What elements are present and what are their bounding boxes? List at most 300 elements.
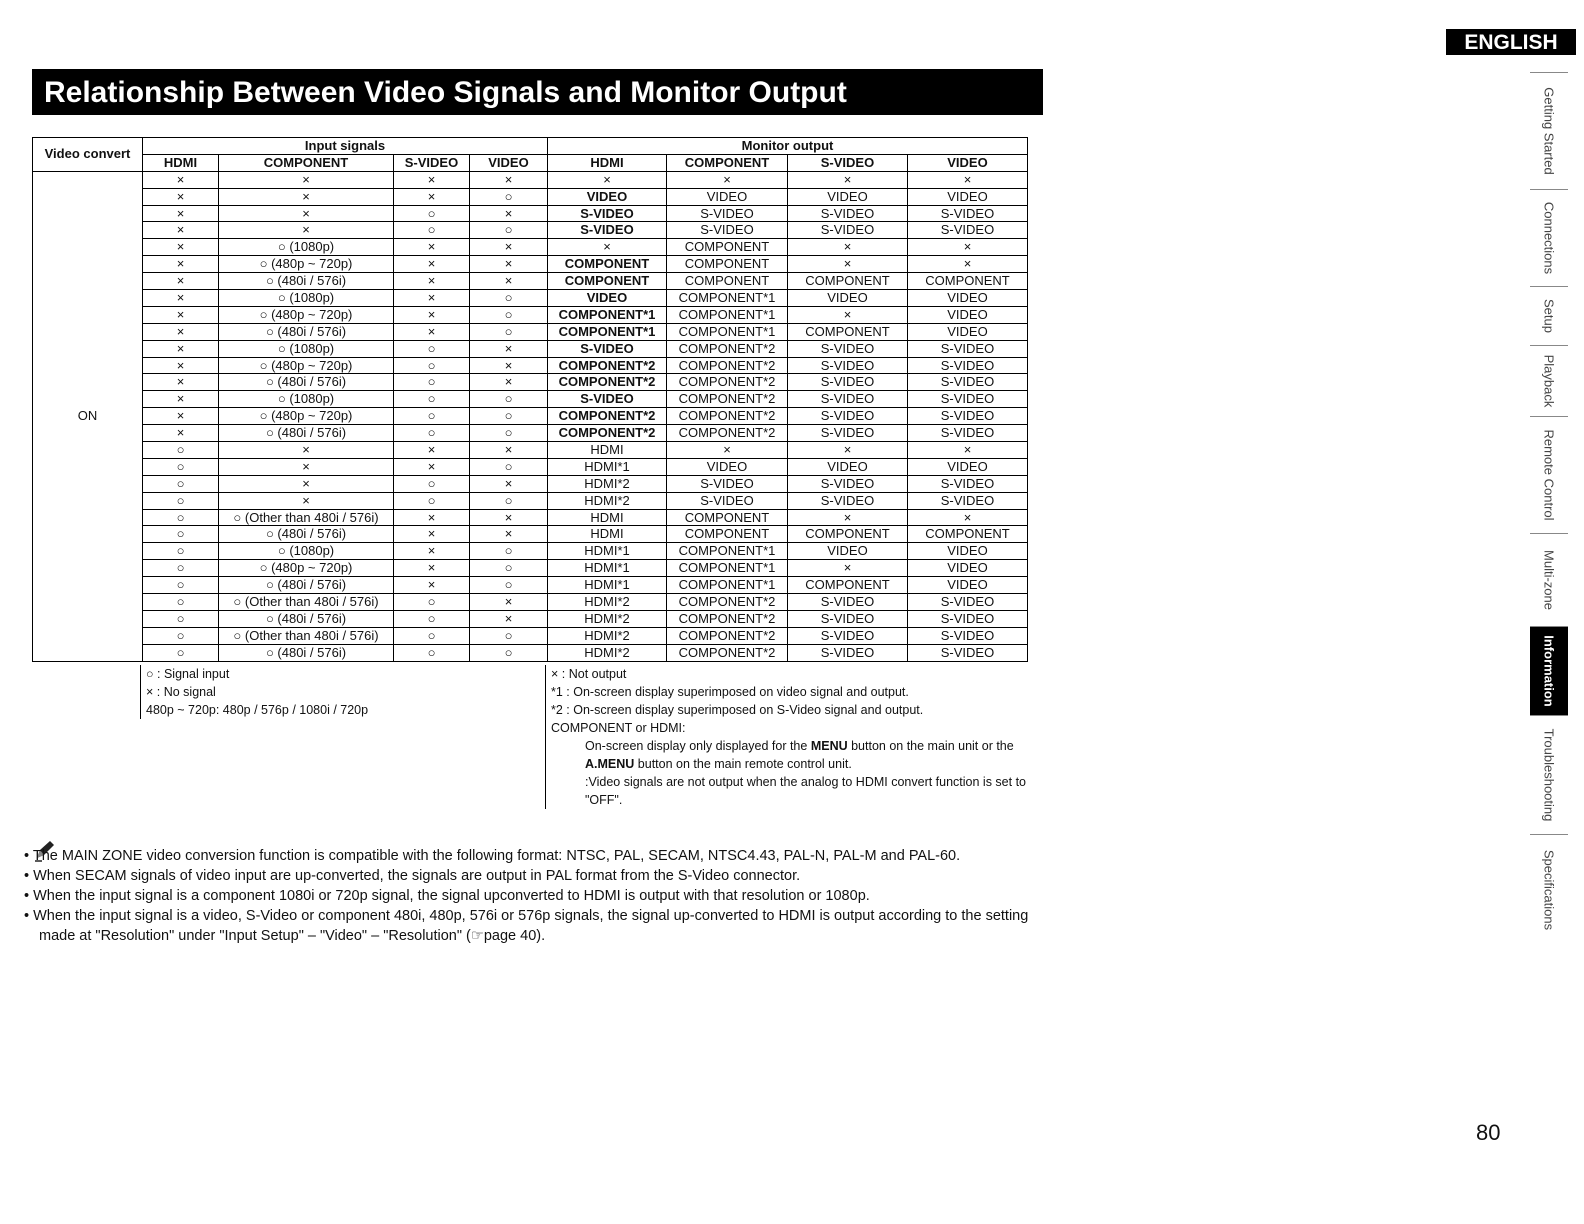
cell-out-component: COMPONENT*2 bbox=[667, 357, 788, 374]
cell-out-hdmi: HDMI*2 bbox=[548, 594, 667, 611]
legend-not-output: × : Not output bbox=[551, 667, 627, 681]
cell-out-component: COMPONENT*1 bbox=[667, 577, 788, 594]
cell-out-svideo: × bbox=[788, 171, 908, 188]
table-row bbox=[33, 340, 1028, 357]
cell-out-component: COMPONENT*1 bbox=[667, 290, 788, 307]
cell-out-svideo: VIDEO bbox=[788, 458, 908, 475]
cell-out-component: COMPONENT bbox=[667, 273, 788, 290]
tab-troubleshooting[interactable]: Troubleshooting bbox=[1530, 715, 1568, 834]
cell-in-video: × bbox=[470, 526, 548, 543]
tab-setup[interactable]: Setup bbox=[1530, 286, 1568, 345]
legend-footnote-2: *2 : On-screen display superimposed on S-Video signal and output. bbox=[551, 703, 924, 717]
cell-out-component: COMPONENT*2 bbox=[667, 644, 788, 661]
cell-out-svideo: COMPONENT bbox=[788, 323, 908, 340]
cell-in-svideo: × bbox=[394, 509, 470, 526]
cell-out-video: S-VIDEO bbox=[908, 391, 1028, 408]
note-item: • When the input signal is a video, S-Video or component 480i, 480p, 576i or 576p signals, the signal up-converted to HDMI is output according to the setting made at "Resolution" under "Input Setup" – "Video" – "Resolution" (☞page 40). bbox=[24, 908, 1029, 944]
cell-in-hdmi: ○ bbox=[143, 644, 219, 661]
cell-in-svideo: × bbox=[394, 171, 470, 188]
cell-in-hdmi: ○ bbox=[143, 627, 219, 644]
cell-in-video: × bbox=[470, 256, 548, 273]
cell-out-hdmi: S-VIDEO bbox=[548, 391, 667, 408]
menu-button-label: MENU bbox=[810, 739, 848, 753]
cell-in-component: ○ (480p ~ 720p) bbox=[219, 408, 394, 425]
cell-in-hdmi: × bbox=[143, 374, 219, 391]
cell-in-component: ○ (1080p) bbox=[219, 239, 394, 256]
cell-in-hdmi: ○ bbox=[143, 577, 219, 594]
cell-in-hdmi: × bbox=[143, 408, 219, 425]
cell-out-hdmi: HDMI bbox=[548, 526, 667, 543]
cell-out-component: COMPONENT*2 bbox=[667, 340, 788, 357]
cell-in-component: × bbox=[219, 492, 394, 509]
cell-in-component: ○ (480p ~ 720p) bbox=[219, 306, 394, 323]
cell-out-component: COMPONENT bbox=[667, 256, 788, 273]
col-header-input-hdmi: HDMI bbox=[143, 154, 219, 171]
cell-in-video: ○ bbox=[470, 290, 548, 307]
cell-out-svideo: × bbox=[788, 509, 908, 526]
cell-out-video: VIDEO bbox=[908, 577, 1028, 594]
cell-out-svideo: COMPONENT bbox=[788, 273, 908, 290]
cell-in-svideo: ○ bbox=[394, 627, 470, 644]
cell-in-svideo: × bbox=[394, 273, 470, 290]
note-item: • When SECAM signals of video input are up-converted, the signals are output in PAL format from the S-Video connector. bbox=[24, 868, 801, 884]
cell-out-component: VIDEO bbox=[667, 458, 788, 475]
note-item: • The MAIN ZONE video conversion function is compatible with the following format: NTSC, PAL, SECAM, NTSC4.43, PAL-N, PAL-M and PAL-60. bbox=[24, 848, 961, 864]
cell-out-video: S-VIDEO bbox=[908, 610, 1028, 627]
cell-out-component: COMPONENT*2 bbox=[667, 627, 788, 644]
table-row bbox=[33, 442, 1028, 459]
cell-in-component: × bbox=[219, 188, 394, 205]
cell-out-video: VIDEO bbox=[908, 458, 1028, 475]
cell-in-hdmi: ○ bbox=[143, 594, 219, 611]
cell-out-video: COMPONENT bbox=[908, 273, 1028, 290]
cell-out-component: S-VIDEO bbox=[667, 475, 788, 492]
tab-remote-control[interactable]: Remote Control bbox=[1530, 416, 1568, 533]
cell-in-video: × bbox=[470, 475, 548, 492]
cell-in-hdmi: × bbox=[143, 357, 219, 374]
cell-out-hdmi: HDMI*1 bbox=[548, 458, 667, 475]
cell-out-component: × bbox=[667, 171, 788, 188]
cell-in-hdmi: × bbox=[143, 425, 219, 442]
table-row bbox=[33, 509, 1028, 526]
language-label: ENGLISH bbox=[1446, 29, 1576, 55]
cell-in-hdmi: × bbox=[143, 205, 219, 222]
cell-in-video: × bbox=[470, 357, 548, 374]
cell-in-svideo: × bbox=[394, 306, 470, 323]
tab-getting-started[interactable]: Getting Started bbox=[1530, 72, 1568, 189]
table-row bbox=[33, 644, 1028, 661]
cell-out-hdmi: COMPONENT*1 bbox=[548, 306, 667, 323]
cell-in-hdmi: ○ bbox=[143, 492, 219, 509]
cell-out-hdmi: HDMI*2 bbox=[548, 475, 667, 492]
cell-in-svideo: × bbox=[394, 458, 470, 475]
cell-out-svideo: S-VIDEO bbox=[788, 222, 908, 239]
legend-right bbox=[545, 665, 1039, 809]
table-row bbox=[33, 222, 1028, 239]
cell-out-svideo: S-VIDEO bbox=[788, 340, 908, 357]
cell-out-hdmi: VIDEO bbox=[548, 290, 667, 307]
cell-out-svideo: COMPONENT bbox=[788, 526, 908, 543]
cell-out-svideo: S-VIDEO bbox=[788, 357, 908, 374]
cell-out-component: COMPONENT*2 bbox=[667, 594, 788, 611]
cell-in-component: ○ (480p ~ 720p) bbox=[219, 256, 394, 273]
cell-in-video: ○ bbox=[470, 306, 548, 323]
cell-out-component: S-VIDEO bbox=[667, 205, 788, 222]
cell-in-hdmi: ○ bbox=[143, 560, 219, 577]
cell-in-component: ○ (Other than 480i / 576i) bbox=[219, 509, 394, 526]
cell-out-video: × bbox=[908, 509, 1028, 526]
cell-out-component: COMPONENT*1 bbox=[667, 543, 788, 560]
monitor-output-header: Monitor output bbox=[548, 138, 1028, 155]
cell-out-hdmi: COMPONENT*2 bbox=[548, 374, 667, 391]
table-row bbox=[33, 205, 1028, 222]
col-header-input-component: COMPONENT bbox=[219, 154, 394, 171]
cell-in-hdmi: × bbox=[143, 306, 219, 323]
cell-out-svideo: VIDEO bbox=[788, 543, 908, 560]
cell-in-video: × bbox=[470, 442, 548, 459]
cell-in-hdmi: × bbox=[143, 188, 219, 205]
cell-out-video: S-VIDEO bbox=[908, 492, 1028, 509]
cell-out-hdmi: COMPONENT bbox=[548, 256, 667, 273]
cell-in-svideo: ○ bbox=[394, 610, 470, 627]
table-row bbox=[33, 475, 1028, 492]
side-tabs bbox=[1530, 72, 1568, 945]
cell-in-component: × bbox=[219, 205, 394, 222]
cell-in-video: × bbox=[470, 509, 548, 526]
cell-out-video: S-VIDEO bbox=[908, 644, 1028, 661]
legend-component-hdmi-heading: COMPONENT or HDMI: bbox=[551, 721, 686, 735]
table-row bbox=[33, 526, 1028, 543]
cell-out-component: S-VIDEO bbox=[667, 492, 788, 509]
cell-out-hdmi: COMPONENT*2 bbox=[548, 425, 667, 442]
table-row bbox=[33, 610, 1028, 627]
cell-in-component: ○ (1080p) bbox=[219, 290, 394, 307]
cell-out-hdmi: VIDEO bbox=[548, 188, 667, 205]
cell-out-hdmi: × bbox=[548, 171, 667, 188]
cell-out-svideo: S-VIDEO bbox=[788, 644, 908, 661]
cell-in-hdmi: ○ bbox=[143, 610, 219, 627]
cell-out-hdmi: COMPONENT*2 bbox=[548, 408, 667, 425]
table-row bbox=[33, 188, 1028, 205]
table-row bbox=[33, 458, 1028, 475]
cell-out-svideo: S-VIDEO bbox=[788, 627, 908, 644]
cell-in-video: ○ bbox=[470, 391, 548, 408]
cell-out-hdmi: S-VIDEO bbox=[548, 205, 667, 222]
cell-in-component: ○ (1080p) bbox=[219, 340, 394, 357]
table-row bbox=[33, 560, 1028, 577]
legend-left bbox=[140, 665, 526, 719]
cell-in-hdmi: ○ bbox=[143, 526, 219, 543]
cell-in-svideo: ○ bbox=[394, 408, 470, 425]
cell-in-svideo: ○ bbox=[394, 644, 470, 661]
cell-in-component: ○ (480i / 576i) bbox=[219, 577, 394, 594]
cell-out-component: × bbox=[667, 442, 788, 459]
cell-out-svideo: S-VIDEO bbox=[788, 492, 908, 509]
cell-in-component: ○ (480i / 576i) bbox=[219, 610, 394, 627]
cell-out-svideo: VIDEO bbox=[788, 290, 908, 307]
cell-in-video: ○ bbox=[470, 408, 548, 425]
col-header-input-video: VIDEO bbox=[470, 154, 548, 171]
cell-in-component: ○ (Other than 480i / 576i) bbox=[219, 594, 394, 611]
cell-in-svideo: ○ bbox=[394, 594, 470, 611]
table-row bbox=[33, 256, 1028, 273]
cell-out-svideo: × bbox=[788, 256, 908, 273]
legend-no-signal: × : No signal bbox=[146, 685, 216, 699]
cell-out-hdmi: HDMI*1 bbox=[548, 543, 667, 560]
cell-out-component: COMPONENT*1 bbox=[667, 306, 788, 323]
cell-out-video: VIDEO bbox=[908, 188, 1028, 205]
col-header-output-video: VIDEO bbox=[908, 154, 1028, 171]
cell-out-hdmi: HDMI*2 bbox=[548, 644, 667, 661]
video-convert-on-cell: ON bbox=[33, 171, 143, 661]
cell-in-component: ○ (480i / 576i) bbox=[219, 425, 394, 442]
cell-in-video: × bbox=[470, 340, 548, 357]
table-row bbox=[33, 627, 1028, 644]
cell-in-component: ○ (480p ~ 720p) bbox=[219, 357, 394, 374]
cell-in-hdmi: ○ bbox=[143, 458, 219, 475]
cell-in-component: × bbox=[219, 222, 394, 239]
cell-in-hdmi: × bbox=[143, 171, 219, 188]
table-row bbox=[33, 408, 1028, 425]
legend-footnote-1: *1 : On-screen display superimposed on video signal and output. bbox=[551, 685, 909, 699]
page-title-bar bbox=[32, 69, 1043, 115]
cell-in-video: × bbox=[470, 610, 548, 627]
cell-out-component: VIDEO bbox=[667, 188, 788, 205]
cell-out-svideo: VIDEO bbox=[788, 188, 908, 205]
cell-in-component: × bbox=[219, 458, 394, 475]
cell-in-component: ○ (480i / 576i) bbox=[219, 644, 394, 661]
cell-out-video: VIDEO bbox=[908, 306, 1028, 323]
cell-in-video: × bbox=[470, 239, 548, 256]
table-row bbox=[33, 492, 1028, 509]
tab-playback[interactable]: Playback bbox=[1530, 345, 1568, 416]
notes-list bbox=[24, 846, 1044, 946]
page-number: 80 bbox=[1476, 1120, 1501, 1145]
cell-out-video: VIDEO bbox=[908, 543, 1028, 560]
cell-out-hdmi: HDMI*1 bbox=[548, 577, 667, 594]
cell-in-svideo: × bbox=[394, 256, 470, 273]
cell-out-component: COMPONENT*1 bbox=[667, 560, 788, 577]
cell-in-component: ○ (480i / 576i) bbox=[219, 273, 394, 290]
cell-out-component: COMPONENT bbox=[667, 526, 788, 543]
tab-specifications[interactable]: Specifications bbox=[1530, 834, 1568, 945]
cell-in-svideo: × bbox=[394, 442, 470, 459]
table-row bbox=[33, 577, 1028, 594]
col-header-output-component: COMPONENT bbox=[667, 154, 788, 171]
table-row bbox=[33, 357, 1028, 374]
cell-out-component: COMPONENT bbox=[667, 239, 788, 256]
cell-in-video: ○ bbox=[470, 323, 548, 340]
cell-in-video: ○ bbox=[470, 543, 548, 560]
cell-out-video: S-VIDEO bbox=[908, 357, 1028, 374]
cell-out-component: COMPONENT bbox=[667, 509, 788, 526]
cell-out-svideo: S-VIDEO bbox=[788, 610, 908, 627]
cell-out-video: × bbox=[908, 171, 1028, 188]
cell-out-component: COMPONENT*1 bbox=[667, 323, 788, 340]
cell-in-video: × bbox=[470, 171, 548, 188]
cell-in-hdmi: × bbox=[143, 273, 219, 290]
cell-out-component: COMPONENT*2 bbox=[667, 391, 788, 408]
cell-in-video: × bbox=[470, 374, 548, 391]
cell-in-video: ○ bbox=[470, 577, 548, 594]
cell-out-svideo: S-VIDEO bbox=[788, 425, 908, 442]
table-row bbox=[33, 171, 1028, 188]
legend-osd-note: On-screen display only displayed for the MENU button on the main unit or the A.MENU button on the main remote control unit. bbox=[585, 739, 1014, 771]
table-row bbox=[33, 543, 1028, 560]
col-header-input-svideo: S-VIDEO bbox=[394, 154, 470, 171]
cell-in-hdmi: × bbox=[143, 391, 219, 408]
cell-out-hdmi: COMPONENT*1 bbox=[548, 323, 667, 340]
legend-analog-note: :Video signals are not output when the analog to HDMI convert function is set to "OFF". bbox=[585, 775, 1027, 807]
cell-in-video: ○ bbox=[470, 222, 548, 239]
cell-in-svideo: ○ bbox=[394, 340, 470, 357]
cell-in-hdmi: ○ bbox=[143, 509, 219, 526]
cell-in-svideo: ○ bbox=[394, 374, 470, 391]
cell-in-video: ○ bbox=[470, 560, 548, 577]
cell-out-hdmi: S-VIDEO bbox=[548, 340, 667, 357]
cell-in-svideo: ○ bbox=[394, 357, 470, 374]
cell-in-svideo: × bbox=[394, 577, 470, 594]
cell-out-video: × bbox=[908, 256, 1028, 273]
cell-out-svideo: S-VIDEO bbox=[788, 475, 908, 492]
cell-in-component: ○ (480i / 576i) bbox=[219, 526, 394, 543]
cell-in-svideo: × bbox=[394, 543, 470, 560]
cell-in-component: ○ (1080p) bbox=[219, 543, 394, 560]
cell-in-video: ○ bbox=[470, 627, 548, 644]
note-item: • When the input signal is a component 1080i or 720p signal, the signal upconverted to HDMI is output with that resolution or 1080p. bbox=[24, 888, 870, 904]
cell-out-svideo: S-VIDEO bbox=[788, 205, 908, 222]
cell-out-component: COMPONENT*2 bbox=[667, 374, 788, 391]
cell-out-video: × bbox=[908, 239, 1028, 256]
cell-out-svideo: × bbox=[788, 239, 908, 256]
cell-in-video: × bbox=[470, 594, 548, 611]
cell-in-component: ○ (480i / 576i) bbox=[219, 374, 394, 391]
table-row bbox=[33, 425, 1028, 442]
cell-in-video: ○ bbox=[470, 644, 548, 661]
cell-in-component: ○ (480p ~ 720p) bbox=[219, 560, 394, 577]
cell-out-video: S-VIDEO bbox=[908, 222, 1028, 239]
cell-in-svideo: ○ bbox=[394, 222, 470, 239]
cell-out-hdmi: HDMI*2 bbox=[548, 627, 667, 644]
cell-out-video: S-VIDEO bbox=[908, 374, 1028, 391]
cell-out-svideo: × bbox=[788, 560, 908, 577]
cell-in-hdmi: ○ bbox=[143, 543, 219, 560]
table-row bbox=[33, 374, 1028, 391]
cell-out-video: S-VIDEO bbox=[908, 425, 1028, 442]
cell-in-video: × bbox=[470, 205, 548, 222]
cell-in-hdmi: × bbox=[143, 340, 219, 357]
cell-in-video: ○ bbox=[470, 188, 548, 205]
cell-in-hdmi: ○ bbox=[143, 442, 219, 459]
page-title: Relationship Between Video Signals and Monitor Output bbox=[44, 76, 847, 109]
signal-table bbox=[32, 137, 1028, 662]
video-convert-header: Video convert bbox=[33, 138, 143, 172]
cell-in-svideo: × bbox=[394, 560, 470, 577]
cell-out-component: COMPONENT*2 bbox=[667, 425, 788, 442]
cell-out-video: VIDEO bbox=[908, 290, 1028, 307]
cell-out-video: × bbox=[908, 442, 1028, 459]
cell-out-video: S-VIDEO bbox=[908, 205, 1028, 222]
cell-out-hdmi: S-VIDEO bbox=[548, 222, 667, 239]
tab-connections[interactable]: Connections bbox=[1530, 189, 1568, 286]
cell-in-hdmi: × bbox=[143, 239, 219, 256]
cell-in-svideo: × bbox=[394, 188, 470, 205]
cell-in-component: ○ (Other than 480i / 576i) bbox=[219, 627, 394, 644]
table-row bbox=[33, 273, 1028, 290]
cell-out-hdmi: HDMI*2 bbox=[548, 492, 667, 509]
cell-out-hdmi: HDMI*1 bbox=[548, 560, 667, 577]
cell-in-component: × bbox=[219, 475, 394, 492]
legend-signal-input: ○ : Signal input bbox=[146, 667, 230, 681]
cell-in-svideo: ○ bbox=[394, 425, 470, 442]
cell-in-svideo: × bbox=[394, 323, 470, 340]
cell-out-component: COMPONENT*2 bbox=[667, 610, 788, 627]
legend-range-note: 480p ~ 720p: 480p / 576p / 1080i / 720p bbox=[146, 703, 369, 717]
table-row bbox=[33, 306, 1028, 323]
cell-out-svideo: S-VIDEO bbox=[788, 408, 908, 425]
cell-in-component: ○ (480i / 576i) bbox=[219, 323, 394, 340]
table-row bbox=[33, 290, 1028, 307]
cell-out-svideo: × bbox=[788, 306, 908, 323]
cell-out-hdmi: HDMI bbox=[548, 509, 667, 526]
cell-in-svideo: ○ bbox=[394, 205, 470, 222]
col-header-output-svideo: S-VIDEO bbox=[788, 154, 908, 171]
cell-out-hdmi: HDMI*2 bbox=[548, 610, 667, 627]
input-signals-header: Input signals bbox=[143, 138, 548, 155]
cell-in-video: ○ bbox=[470, 492, 548, 509]
col-header-output-hdmi: HDMI bbox=[548, 154, 667, 171]
cell-out-video: S-VIDEO bbox=[908, 594, 1028, 611]
cell-out-hdmi: × bbox=[548, 239, 667, 256]
cell-out-video: S-VIDEO bbox=[908, 408, 1028, 425]
cell-out-hdmi: COMPONENT*2 bbox=[548, 357, 667, 374]
cell-in-hdmi: × bbox=[143, 290, 219, 307]
cell-in-hdmi: ○ bbox=[143, 475, 219, 492]
cell-out-svideo: S-VIDEO bbox=[788, 391, 908, 408]
cell-out-svideo: S-VIDEO bbox=[788, 594, 908, 611]
cell-out-component: S-VIDEO bbox=[667, 222, 788, 239]
cell-in-component: × bbox=[219, 171, 394, 188]
cell-out-svideo: S-VIDEO bbox=[788, 374, 908, 391]
cell-in-video: ○ bbox=[470, 425, 548, 442]
table-row bbox=[33, 323, 1028, 340]
cell-out-video: COMPONENT bbox=[908, 526, 1028, 543]
cell-in-svideo: × bbox=[394, 239, 470, 256]
cell-out-hdmi: HDMI bbox=[548, 442, 667, 459]
cell-out-hdmi: COMPONENT bbox=[548, 273, 667, 290]
cell-out-video: S-VIDEO bbox=[908, 627, 1028, 644]
cell-out-video: VIDEO bbox=[908, 560, 1028, 577]
cell-in-hdmi: × bbox=[143, 256, 219, 273]
cell-in-component: × bbox=[219, 442, 394, 459]
tab-information[interactable]: Information bbox=[1530, 626, 1568, 715]
cell-out-video: S-VIDEO bbox=[908, 340, 1028, 357]
cell-out-svideo: COMPONENT bbox=[788, 577, 908, 594]
cell-in-svideo: × bbox=[394, 526, 470, 543]
cell-in-svideo: ○ bbox=[394, 391, 470, 408]
cell-out-video: VIDEO bbox=[908, 323, 1028, 340]
table-row bbox=[33, 239, 1028, 256]
cell-in-svideo: × bbox=[394, 290, 470, 307]
amenu-button-label: A.MENU bbox=[585, 757, 635, 771]
cell-in-hdmi: × bbox=[143, 222, 219, 239]
cell-in-component: ○ (1080p) bbox=[219, 391, 394, 408]
table-row bbox=[33, 391, 1028, 408]
cell-in-video: ○ bbox=[470, 458, 548, 475]
tab-multi-zone[interactable]: Multi-zone bbox=[1530, 533, 1568, 626]
cell-out-svideo: × bbox=[788, 442, 908, 459]
cell-in-svideo: ○ bbox=[394, 475, 470, 492]
